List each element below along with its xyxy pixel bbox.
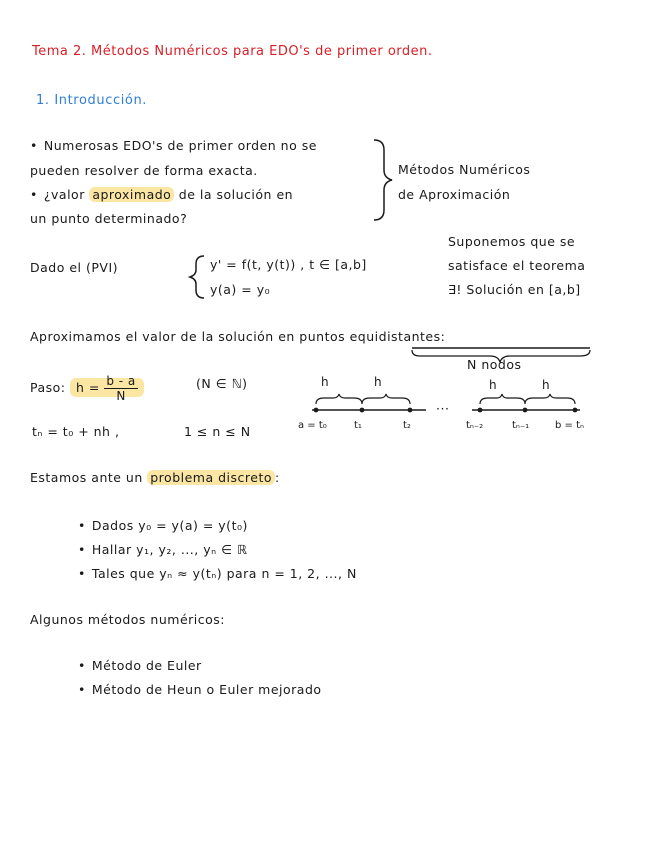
tn-formula: tₙ = t₀ + nh , [32, 424, 120, 439]
pvi-brace [190, 256, 204, 298]
h-label-2: h [374, 375, 382, 389]
tick-label: b = tₙ [555, 420, 584, 431]
list-item: • Método de Euler [78, 658, 202, 673]
approx-line: Aproximamos el valor de la solución en puntos equidistantes: [30, 329, 446, 344]
page-title: Tema 2. Métodos Numéricos para EDO's de primer orden. [32, 44, 433, 59]
highlight-aproximado: aproximado [89, 187, 174, 202]
n-range: 1 ≤ n ≤ N [184, 424, 251, 439]
methods-label-2: de Aproximación [398, 187, 511, 202]
nodes-label: N nodos [467, 357, 522, 372]
section-heading: 1. Introducción. [36, 93, 148, 108]
methods-label-1: Métodos Numéricos [398, 162, 531, 177]
pvi-equation-1: y' = f(t, y(t)) , t ∈ [a,b] [210, 257, 367, 272]
h-brace-3 [480, 394, 525, 404]
h-brace-2 [362, 394, 410, 404]
highlight-step-formula: h = $\frac{b - a}{N}$ [70, 378, 144, 397]
pvi-note-2: satisface el teorema [448, 258, 586, 273]
discrete-heading: Estamos ante un problema discreto : [30, 470, 280, 485]
tick-label: t₂ [403, 420, 411, 431]
axis-dots: ··· [436, 401, 450, 416]
node-t1 [360, 408, 365, 413]
methods-heading: Algunos métodos numéricos: [30, 612, 225, 627]
list-item: • Hallar y₁, y₂, ..., yₙ ∈ ℝ [78, 542, 247, 557]
pvi-label: Dado el (PVI) [30, 260, 119, 275]
h-brace-1 [316, 394, 362, 404]
node-t2 [408, 408, 413, 413]
pvi-equation-2: y(a) = y₀ [210, 282, 271, 297]
h-label-4: h [542, 378, 550, 392]
underlined-term: puntos equidistantes [299, 329, 441, 344]
list-item: • Dados y₀ = y(a) = y(t₀) [78, 518, 248, 533]
h-label-1: h [321, 375, 329, 389]
pvi-note-1: Suponemos que se [448, 234, 576, 249]
tick-label: tₙ₋₁ [512, 420, 530, 431]
intro-line-1: • Numerosas EDO's de primer orden no se [30, 138, 317, 153]
intro-line-4: un punto determinado? [30, 211, 188, 226]
intro-line-3: • ¿valor aproximado de la solución en [30, 187, 293, 202]
list-item: • Método de Heun o Euler mejorado [78, 682, 322, 697]
paso-condition: (N ∈ ℕ) [196, 376, 248, 391]
tick-label: a = t₀ [298, 420, 327, 431]
node-tn-2 [478, 408, 483, 413]
node-tn [573, 408, 578, 413]
node-tn-1 [523, 408, 528, 413]
paso-formula: Paso: h = $\frac{b - a}{N}$ [30, 374, 144, 403]
h-label-3: h [489, 378, 497, 392]
tick-label: t₁ [354, 420, 362, 431]
intro-brace [374, 140, 392, 220]
h-brace-4 [525, 394, 575, 404]
nodes-brace [412, 350, 590, 362]
intro-line-2: pueden resolver de forma exacta. [30, 163, 258, 178]
node-t0 [314, 408, 319, 413]
pvi-note-3: ∃! Solución en [a,b] [448, 282, 581, 297]
highlight-problema-discreto: problema discreto [147, 470, 275, 485]
list-item: • Tales que yₙ ≈ y(tₙ) para n = 1, 2, ..., N [78, 566, 357, 581]
tick-label: tₙ₋₂ [466, 420, 484, 431]
